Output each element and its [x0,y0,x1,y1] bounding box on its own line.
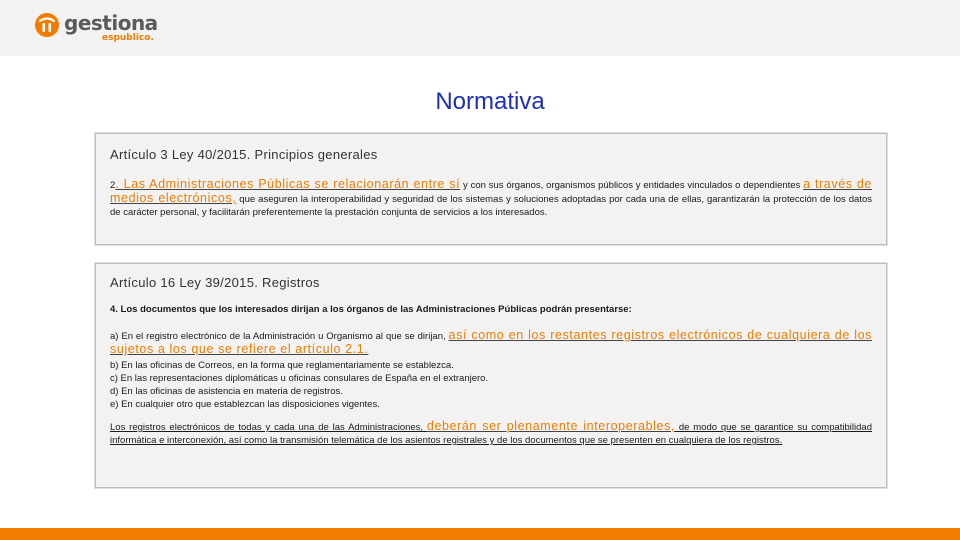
footer-accent-bar [0,528,960,540]
item-d: d) En las oficinas de asistencia en materia de registros. [110,386,343,397]
brand-subtitle: espublico. [102,33,154,43]
brand-name: gestiona [64,11,158,35]
brand-logo[interactable] [34,12,158,43]
article-3-title: Artículo 3 Ley 40/2015. Principios generales [110,147,378,162]
interoperability-paragraph [110,420,872,447]
article-3-paragraph [110,178,872,219]
item-a [110,329,872,357]
highlight-medios-electronicos: a través de medios electrónicos, [110,177,872,205]
highlight-relacionaran: . Las Administraciones Públicas se relacionarán entre sí [115,177,461,191]
item-a-text: a) En el registro electrónico de la Administración u Organismo al que se dirijan, [110,331,449,342]
article-16-title: Artículo 16 Ley 39/2015. Registros [110,275,320,290]
item-c: c) En las representaciones diplomáticas u oficinas consulares de España en el extranjero. [110,373,489,384]
article-16-box [95,263,887,488]
paragraph-number: 2 [110,180,116,191]
page-title: Normativa [435,88,545,115]
final-text-1: Los registros electrónicos de todas y cada una de las Administraciones, [110,422,427,433]
highlight-restantes-registros: así como en los restantes registros electrónicos de cualquiera de los sujetos a los que se refiere el artículo 2.1. [110,328,872,356]
paragraph-text-1: y con sus órganos, organismos públicos y entidades vinculados o dependientes [460,180,804,191]
article-16-intro: 4. Los documentos que los interesados dirijan a los órganos de las Administraciones Públicas podrán presentarse: [110,304,632,315]
highlight-interoperables: deberán ser plenamente interoperables, [426,419,675,433]
final-text-2: de modo que se garantice su compatibilidad informática e interconexión, así como la transmisión telemática de los asientos registrales y de los documentos que se presenten en cualquiera de los registros. [110,422,872,446]
gestiona-logo-icon [34,12,60,38]
article-3-box [95,133,887,245]
item-e: e) En cualquier otro que establezcan las disposiciones vigentes. [110,399,380,410]
header-bar [0,0,960,56]
paragraph-text-2: que aseguren la interoperabilidad y seguridad de los sistemas y soluciones adoptadas por cada una de ellas, garantizarán la protección de los datos de carácter personal, y facilitarán preferentemente la prestación conjunta de servicios a los interesados. [110,194,872,218]
item-b: b) En las oficinas de Correos, en la forma que reglamentariamente se establezca. [110,360,454,371]
